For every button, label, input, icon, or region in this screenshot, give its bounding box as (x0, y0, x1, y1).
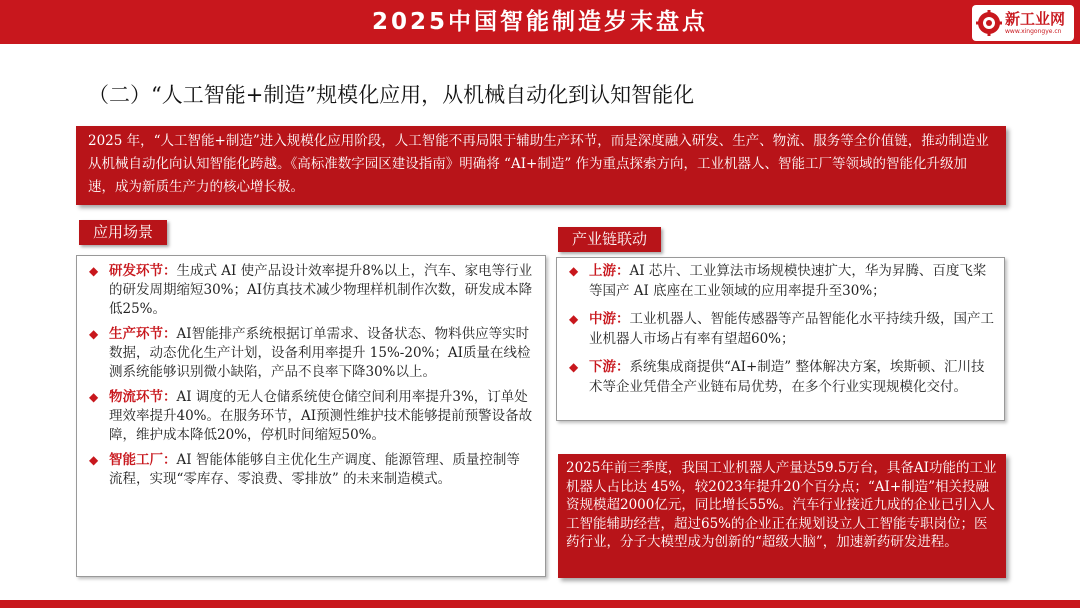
scenarios-tag: 应用场景 (79, 220, 167, 245)
diamond-bullet-icon: ◆ (89, 453, 99, 467)
item-heading: 生产环节： (109, 326, 177, 342)
item-heading: 上游： (589, 263, 630, 279)
brand-logo[interactable] (972, 5, 1074, 41)
intro-panel: 2025 年，“人工智能+制造”进入规模化应用阶段，人工智能不再局限于辅助生产环节，而是深度融入研发、生产、物流、服务等全价值链，推动制造业从机械自动化向认知智能化跨越。《高标准数字园区建设指南》明确将 “AI+制造” 作为重点探索方向，工业机器人、智能工厂等领域的智能化升级加速，成为新质生产力的核心增长极。 (76, 126, 1006, 205)
diamond-bullet-icon: ◆ (569, 312, 579, 326)
chain-box (556, 257, 1005, 421)
logo-url: www.xingongye.cn (1005, 27, 1062, 35)
item-heading: 智能工厂： (109, 452, 177, 468)
list-item (85, 388, 533, 445)
item-text: 工业机器人、智能传感器等产品智能化水平持续升级，国产工业机器人市场占有率有望超60%； (589, 311, 994, 347)
list-item (85, 325, 533, 382)
item-text: 系统集成商提供“AI+制造” 整体解决方案，埃斯顿、汇川技术等企业凭借全产业链布局优势，在多个行业实现规模化交付。 (589, 359, 985, 395)
chain-tag: 产业链联动 (558, 227, 661, 252)
item-heading: 中游： (589, 311, 630, 327)
gear-icon (976, 10, 1002, 36)
header-bar (0, 0, 1080, 44)
section-title: （二）“人工智能+制造”规模化应用，从机械自动化到认知智能化 (88, 83, 695, 107)
logo-name: 新工业网 (1005, 9, 1066, 28)
list-item (85, 262, 533, 319)
footer-bar (0, 600, 1080, 608)
item-text: 生成式 AI 使产品设计效率提升8%以上，汽车、家电等行业的研发周期缩短30%；AI仿真技术减少物理样机制作次数，研发成本降低25%。 (109, 263, 533, 317)
item-text: AI智能排产系统根据订单需求、设备状态、物料供应等实时数据，动态优化生产计划，设备利用率提升 15%-20%；AI质量在线检测系统能够识别微小缺陷，产品不良率下降30%以上。 (109, 326, 531, 380)
stats-panel: 2025年前三季度，我国工业机器人产量达59.5万台，具备AI功能的工业机器人占比达 45%，较2023年提升20个百分点；“AI+制造”相关投融资规模超2000亿元，同比增长55%。汽车行业接近九成的企业已引入人工智能辅助经营，超过65%的企业正在规划设立人工智能专职岗位；医药行业，分子大模型成为创新的“超级大脑”，加速新药研发进程。 (558, 454, 1006, 578)
item-text: AI 芯片、工业算法市场规模快速扩大，华为昇腾、百度飞桨等国产 AI 底座在工业领域的应用率提升至30%； (589, 263, 987, 299)
diamond-bullet-icon: ◆ (569, 264, 579, 278)
diamond-bullet-icon: ◆ (89, 327, 99, 341)
diamond-bullet-icon: ◆ (89, 264, 99, 278)
diamond-bullet-icon: ◆ (89, 390, 99, 404)
list-item (85, 451, 533, 489)
list-item (565, 357, 994, 397)
item-text: AI 调度的无人仓储系统使仓储空间利用率提升3%，订单处理效率提升40%。在服务环节，AI预测性维护技术能够提前预警设备故障，维护成本降低20%，停机时间缩短50%。 (109, 389, 533, 443)
item-heading: 研发环节： (109, 263, 177, 279)
item-heading: 物流环节： (109, 389, 177, 405)
item-heading: 下游： (589, 359, 630, 375)
page-header-title: 2025中国智能制造岁末盘点 (371, 9, 708, 35)
diamond-bullet-icon: ◆ (569, 360, 579, 374)
item-text: AI 智能体能够自主优化生产调度、能源管理、质量控制等流程，实现“零库存、零浪费、零排放” 的未来制造模式。 (109, 452, 520, 487)
scenarios-box (76, 255, 546, 577)
list-item (565, 309, 994, 349)
list-item (565, 261, 994, 301)
